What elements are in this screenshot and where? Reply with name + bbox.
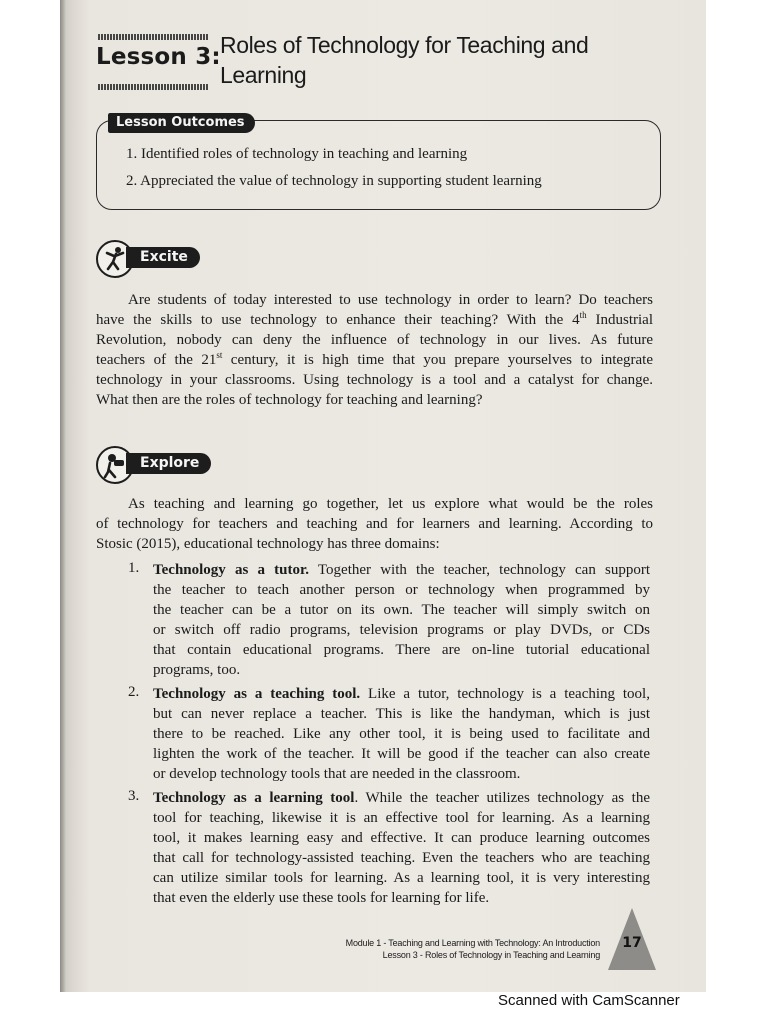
list-item-line: or develop technology tools that are needed in the classroom. <box>153 766 521 782</box>
list-number: 1. <box>128 560 140 576</box>
outcome-item: 1. Identified roles of technology in teaching and learning <box>126 146 468 162</box>
explore-intro-line: Stosic (2015), educational technology has three domains: <box>96 536 440 552</box>
list-item-heading: Technology as a tutor. <box>153 562 310 578</box>
list-item-line: that even the elderly use these tools for learning for life. <box>153 890 490 906</box>
list-item-line: the teacher can be a tutor on its own. The teacher will simply switch on <box>153 602 650 618</box>
list-item-line: there to be reached. Like any other tool, it is being used to facilitate and <box>153 726 650 742</box>
excite-label: Excite <box>126 247 200 268</box>
footer-module-line: Module 1 - Teaching and Learning with Technology: An Introduction <box>345 938 600 948</box>
list-item-line: tool, it makes learning easy and effective. It can produce learning outcomes <box>153 830 650 846</box>
lesson-outcomes-box <box>96 120 661 210</box>
list-item-text: Together with the teacher, technology can support <box>309 562 650 578</box>
list-item-line: can utilize similar tools for learning. As a learning tool, it is very interesting <box>153 870 650 886</box>
list-item-text: Like a tutor, technology is a teaching tool, <box>360 686 650 702</box>
header-stripes-top <box>98 34 208 40</box>
explore-intro-line: of technology for teachers and teaching and for learners and learning. According to <box>96 516 653 532</box>
list-item-line: tool for teaching, likewise it is an effective tool for learning. As a learning <box>153 810 650 826</box>
list-item-line: lighten the work of the teacher. It will be good if the teacher can also create <box>153 746 650 762</box>
list-item-line: that contain educational programs. There are on-line tutorial educational <box>153 642 650 658</box>
excite-line <box>96 310 653 330</box>
list-item-heading: Technology as a teaching tool. <box>153 686 361 702</box>
list-item-line: the teacher to teach another person or technology when programmed by <box>153 582 650 598</box>
list-item-line: that call for technology-assisted teaching. Even the teachers who are teaching <box>153 850 650 866</box>
list-item-line: or switch off radio programs, television programs or play DVDs, or CDs <box>153 622 650 638</box>
lesson-title-line2: Learning <box>220 62 307 88</box>
excite-line: Are students of today interested to use technology in order to learn? Do teachers <box>128 292 653 308</box>
explore-label: Explore <box>126 453 211 474</box>
explore-intro-line: As teaching and learning go together, let us explore what would be the roles <box>128 496 653 512</box>
excite-line <box>96 350 653 370</box>
page-number: 17 <box>622 935 642 951</box>
list-item-text: . While the teacher utilizes technology as the <box>354 790 650 806</box>
page-binding-shadow <box>60 0 66 992</box>
list-item-line: programs, too. <box>153 662 241 678</box>
outcome-item: 2. Appreciated the value of technology in supporting student learning <box>126 173 542 189</box>
excite-line-text: have the skills to use technology to enhance their teaching? With the 4 <box>96 312 580 328</box>
list-number: 3. <box>128 788 140 804</box>
list-number: 2. <box>128 684 140 700</box>
excite-line-text: teachers of the 21 <box>96 352 217 368</box>
list-item-line: but can never replace a teacher. This is like the handyman, which is just <box>153 706 650 722</box>
list-item-line <box>153 560 650 580</box>
lesson-outcomes-tag: Lesson Outcomes <box>108 113 255 133</box>
excite-line-text: century, it is high time that you prepare yourselves to integrate <box>222 352 654 368</box>
excite-line: What then are the roles of technology for teaching and learning? <box>96 392 483 408</box>
lesson-number: Lesson 3: <box>96 44 221 70</box>
excite-line-text: Industrial <box>586 312 653 328</box>
scanner-watermark: Scanned with CamScanner <box>498 992 680 1009</box>
list-item-line <box>153 684 650 704</box>
excite-line: Revolution, nobody can deny the influence of technology in our lives. As future <box>96 332 653 348</box>
list-item-heading: Technology as a learning tool <box>153 790 355 806</box>
footer-lesson-line: Lesson 3 - Roles of Technology in Teaching and Learning <box>382 950 600 960</box>
lesson-title-line1: Roles of Technology for Teaching and <box>220 32 589 58</box>
header-stripes-bottom <box>98 84 208 90</box>
lesson-title <box>220 30 620 90</box>
excite-line: technology in your classrooms. Using technology is a tool and a catalyst for change. <box>96 372 653 388</box>
superscript: st <box>216 350 223 360</box>
list-item-line <box>153 788 650 808</box>
superscript: th <box>579 310 587 320</box>
